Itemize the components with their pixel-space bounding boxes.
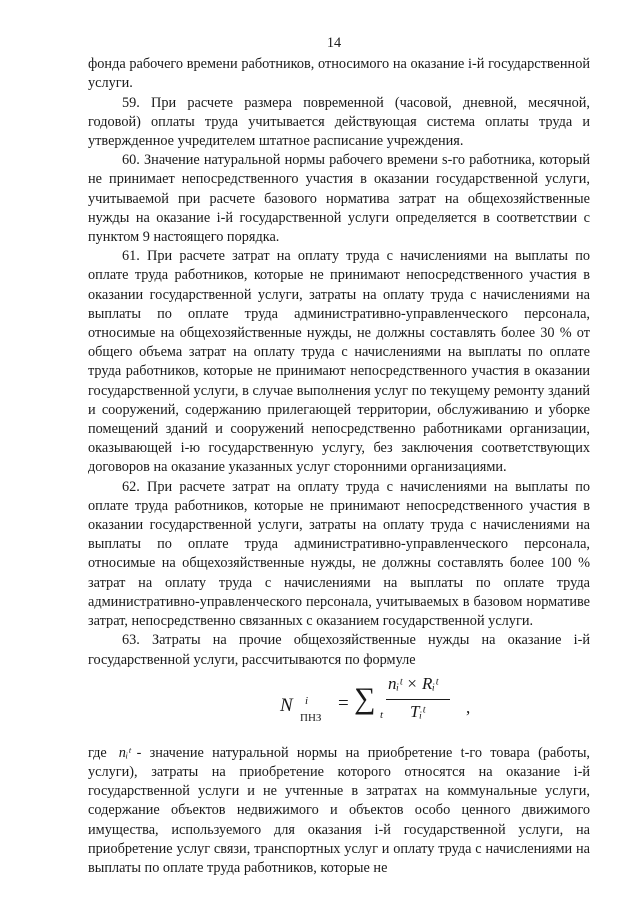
- where-prefix: где: [88, 744, 107, 761]
- paragraph-continuation: фонда рабочего времени работников, относимого на оказание i-й государственной услуги.: [88, 56, 590, 92]
- paragraph-60: 60. Значение натуральной нормы рабочего времени s-го работника, который не принимает непосредственного участия в оказании государственной услуги, учитываемой при расчете базового норматива затрат на общехозяйственные нужды на оказание i-й государственной услуги определяется в соответствии с пунктом 9 настоящего порядка.: [88, 152, 590, 246]
- formula-denominator: Tᵢᵗ: [410, 701, 425, 721]
- formula-trailing-comma: ,: [466, 697, 471, 717]
- formula-fraction-bar: [386, 699, 450, 700]
- paragraph-63: 63. Затраты на прочие общехозяйственные нужды на оказание i-й государственной услуги, рассчитываются по формуле: [88, 632, 590, 668]
- formula-lhs-symbol: N: [280, 694, 293, 716]
- paragraph-59: 59. При расчете размера повременной (часовой, дневной, месячной, годовой) оплаты труда учитывается действующая система оплаты труда и утвержденное учредителем штатное расписание учреждения.: [88, 94, 590, 150]
- where-definition-start: - значение натуральной нормы на приобретение t-го товара (работы,: [136, 744, 590, 761]
- where-clause: [88, 744, 590, 878]
- formula-lhs-subscript: ПНЗ: [300, 711, 322, 724]
- formula-equals: =: [338, 692, 349, 714]
- formula: [88, 672, 590, 730]
- formula-lhs-superscript: i: [305, 694, 309, 707]
- where-symbol: nᵢᵗ: [118, 744, 131, 761]
- paragraph-61: 61. При расчете затрат на оплату труда с начислениями на выплаты по оплате труда работников, которые не принимают непосредственного участия в оказании государственной услуги, затраты на оплату труда с начислениями на выплаты по оплате труда административно-управленческого персонала, относимые на общехозяйственные нужды, не должны составлять более 30 % от общего объема затрат на оплату труда с начислениями на выплаты по оплате труда работников, которые не принимают непосредственного участия в оказании государственной услуги, в случае выполнения услуг по текущему ремонту зданий и сооружений, содержанию прилегающей территории, обслуживанию и уборке помещений зданий и сооружений непосредственно работниками организации, оказывающей i-ю государственную услугу, без заключения соответствующих договоров на оказание указанных услуг сторонними организациями.: [88, 248, 590, 476]
- formula-numerator: nᵢᵗ × Rᵢᵗ: [388, 673, 438, 693]
- page-number: 14: [326, 35, 342, 51]
- paragraph-62: 62. При расчете затрат на оплату труда с начислениями на выплаты по оплате труда работников, которые не принимают непосредственного участия в оказании государственной услуги, затраты на оплату труда с начислениями на выплаты по оплате труда административно-управленческого персонала, относимые на общехозяйственные нужды, не должны составлять более 100 % затрат на оплату труда с начислениями на выплаты по оплате труда административно-управленческого персонала, учитываемых в базовом нормативе затрат, непосредственно связанных с оказанием государственной услуги.: [88, 478, 590, 630]
- where-definition-rest: услуги), затраты на приобретение которого относятся на оказание i-й государственной услуги и не учтенные в затратах на коммунальные услуги, содержание объектов недвижимого и объектов особо ценного движимого имущества, используемого для оказания i-й государственной услуги, на приобретение услуг связи, транспортных услуг и оплату труда с начислениями на выплаты по оплате труда работников, которые не: [88, 763, 590, 876]
- formula-sum-sign: ∑: [354, 681, 376, 715]
- formula-sum-index: t: [380, 708, 384, 721]
